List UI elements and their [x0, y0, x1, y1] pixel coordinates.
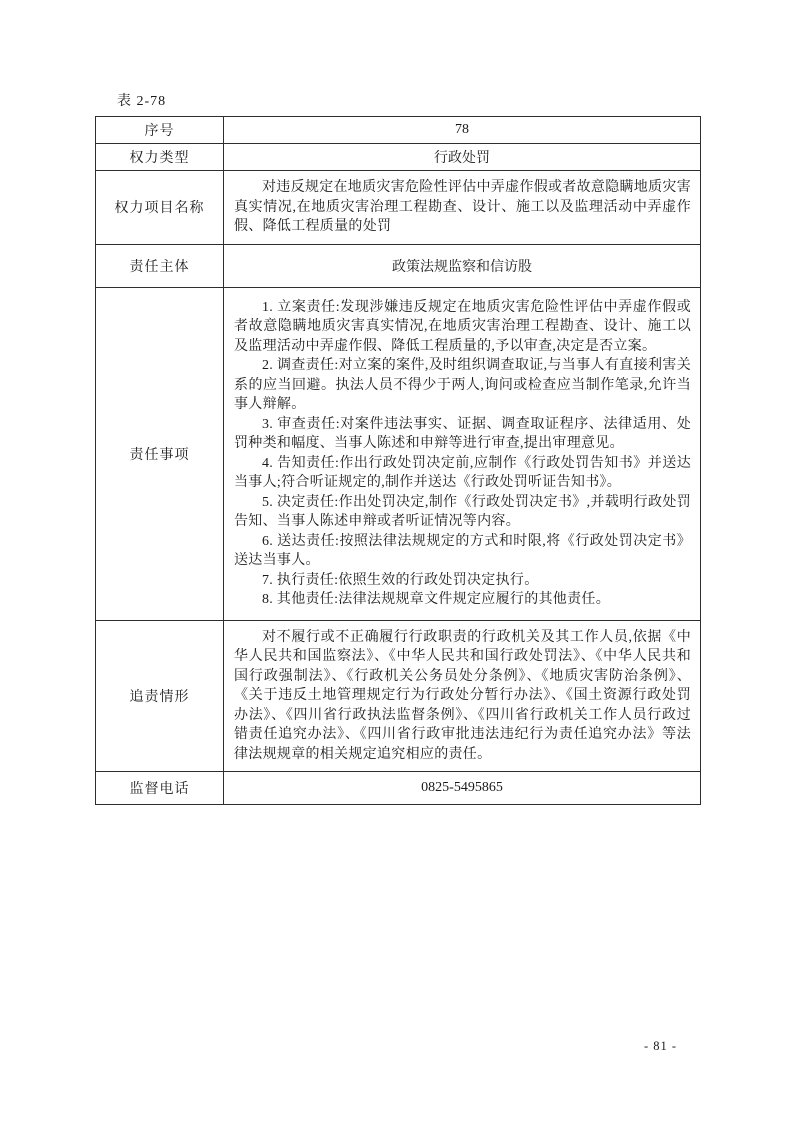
- paragraph: 4. 告知责任:作出行政处罚决定前,应制作《行政处罚告知书》并送达当事人;符合听证规定的,制作并送达《行政处罚听证告知书》。: [234, 455, 691, 490]
- paragraph: 对违反规定在地质灾害危险性评估中弄虚作假或者故意隐瞒地质灾害真实情况,在地质灾害治理工程勘查、设计、施工以及监理活动中弄虚作假、降低工程质量的处罚: [234, 180, 691, 234]
- row-value: 78: [224, 117, 701, 144]
- table-row-accountability-situations: [96, 620, 701, 772]
- row-label: 权力类型: [96, 144, 224, 171]
- row-value: 行政处罚: [224, 144, 701, 171]
- row-value: [224, 287, 701, 620]
- paragraph: 1. 立案责任:发现涉嫌违反规定在地质灾害危险性评估中弄虚作假或者故意隐瞒地质灾害真实情况,在地质灾害治理工程勘查、设计、施工以及监理活动中弄虚作假、降低工程质量的,予以审查,决定是否立案。: [234, 299, 691, 354]
- row-value: 0825-5495865: [224, 772, 701, 805]
- row-label: 责任主体: [96, 244, 224, 287]
- page-number: - 81 -: [644, 1039, 678, 1053]
- row-value: 政策法规监察和信访股: [224, 244, 701, 287]
- paragraph: 7. 执行责任:依照生效的行政处罚决定执行。: [262, 572, 539, 588]
- paragraph: 8. 其他责任:法律法规规章文件规定应履行的其他责任。: [262, 592, 610, 607]
- table-caption: 表 2-78: [117, 94, 167, 109]
- table-row-responsible-entity: [96, 244, 701, 287]
- power-responsibility-table: [95, 116, 701, 805]
- row-value: [224, 620, 701, 772]
- table-row-power-type: [96, 144, 701, 171]
- paragraph: 2. 调查责任:对立案的案件,及时组织调查取证,与当事人有直接利害关系的应当回避。执法人员不得少于两人,询问或检查应当制作笔录,允许当事人辩解。: [234, 358, 691, 412]
- row-label: 监督电话: [96, 772, 224, 805]
- table-row-power-item-name: [96, 171, 701, 245]
- row-value: [224, 171, 701, 245]
- table-row-supervision-phone: [96, 772, 701, 805]
- table-row-serial-number: [96, 117, 701, 144]
- paragraph: 5. 决定责任:作出处罚决定,制作《行政处罚决定书》,并载明行政处罚告知、当事人陈述申辩或者听证情况等内容。: [234, 494, 691, 529]
- row-label: 权力项目名称: [96, 171, 224, 245]
- paragraph: 6. 送达责任:按照法律法规规定的方式和时限,将《行政处罚决定书》送达当事人。: [234, 533, 691, 568]
- row-label: 责任事项: [96, 287, 224, 620]
- paragraph: 3. 审查责任:对案件违法事实、证据、调查取证程序、法律适用、处罚种类和幅度、当事人陈述和申辩等进行审查,提出审理意见。: [234, 416, 691, 451]
- table-row-responsibility-items: [96, 287, 701, 620]
- row-label: 追责情形: [96, 620, 224, 772]
- paragraph: 对不履行或不正确履行行政职责的行政机关及其工作人员,依据《中华人民共和国监察法》、《中华人民共和国行政处罚法》、《中华人民共和国行政强制法》、《行政机关公务员处分条例》、《地质灾害防治条例》、《关于违反土地管理规定行为行政处分暂行办法》、《国土资源行政处罚办法》、《四川省行政执法监督条例》、《四川省行政机关工作人员行政过错责任追究办法》、《四川省行政审批违法违纪行为责任追究办法》等法律法规规章的相关规定追究相应的责任。: [234, 629, 691, 762]
- row-label: 序号: [96, 117, 224, 144]
